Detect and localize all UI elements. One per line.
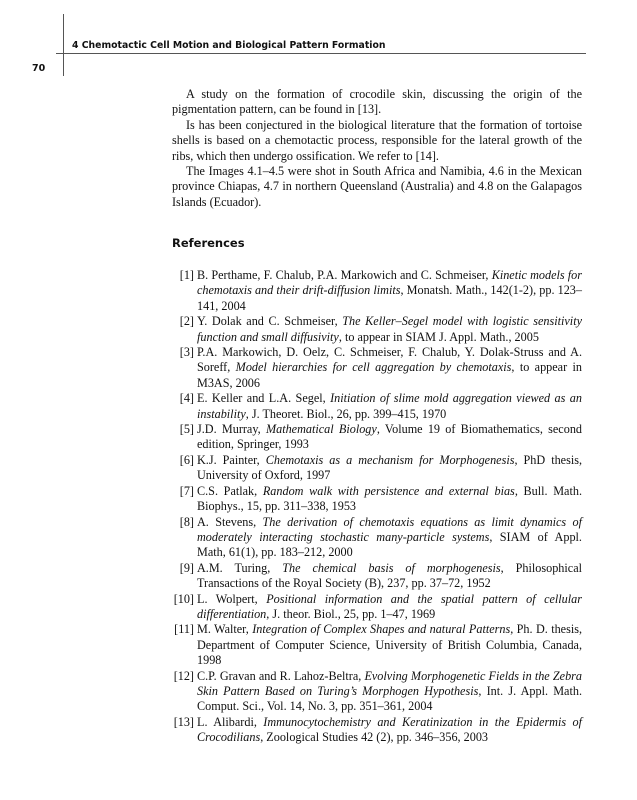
reference-title: Positional information and the spatial pattern of cellular differentiation	[197, 591, 582, 621]
reference-title: Evolving Morphogenetic Fields in the Zebra Skin Pattern Based on Turing’s Morphogen Hypothesis	[197, 668, 582, 698]
reference-item	[172, 268, 582, 314]
reference-item	[172, 314, 582, 345]
reference-title: The Keller–Segel model with logistic sensitivity function and small diffusivity	[197, 314, 582, 344]
reference-details: , to appear in SIAM J. Appl. Math., 2005	[338, 329, 539, 344]
reference-title: Kinetic models for chemotaxis and their drift-diffusion limits	[197, 268, 583, 298]
reference-details: , to appear in M3AS, 2006	[197, 360, 582, 390]
reference-number: [5]	[179, 422, 194, 437]
reference-authors: B. Perthame, F. Chalub, P.A. Markowich and C. Schmeiser,	[197, 268, 489, 282]
reference-item	[172, 391, 582, 422]
paragraph: The Images 4.1–4.5 were shot in South Africa and Namibia, 4.6 in the Mexican province Chiapas, 4.7 in northern Queensland (Australia) and 4.8 on the Galapagos Islands (Ecuador).	[172, 164, 582, 209]
reference-authors: A. Stevens,	[197, 514, 257, 529]
reference-number: [6]	[179, 452, 194, 467]
reference-list	[172, 268, 582, 746]
reference-details: , Philosophical Transactions of the Royal Society (B), 237, pp. 37–72, 1952	[197, 560, 582, 591]
reference-item	[172, 622, 582, 668]
reference-title: Mathematical Biology	[265, 422, 377, 437]
reference-number: [12]	[173, 668, 194, 683]
reference-authors: L. Wolpert,	[197, 591, 258, 606]
reference-number: [10]	[173, 591, 194, 606]
reference-number: [11]	[174, 622, 194, 637]
reference-authors: A.M. Turing,	[197, 560, 271, 575]
reference-number: [4]	[179, 391, 194, 406]
reference-number: [1]	[179, 268, 194, 282]
reference-details: , SIAM of Appl. Math, 61(1), pp. 183–212, 2000	[197, 529, 582, 560]
reference-details: , Bull. Math. Biophys., 15, pp. 311–338, 1953	[197, 483, 582, 514]
reference-title: Initiation of slime mold aggregation viewed as an instability	[197, 391, 582, 421]
reference-item	[172, 422, 582, 453]
reference-authors: Y. Dolak and C. Schmeiser,	[197, 314, 338, 329]
reference-authors: C.P. Gravan and R. Lahoz-Beltra,	[197, 668, 362, 683]
reference-item	[172, 515, 582, 561]
reference-details: , Ph. D. thesis, Department of Computer Science, University of British Columbia, Canada, 1998	[197, 622, 583, 668]
header-rule	[56, 53, 586, 54]
reference-number: [13]	[173, 714, 194, 729]
reference-title: The derivation of chemotaxis equations as limit dynamics of moderately interacting stochastic many-particle systems	[197, 514, 582, 544]
reference-item	[172, 715, 582, 746]
paragraph: Is has been conjectured in the biological literature that the formation of tortoise shells is based on a chemotactic process, responsible for the lateral growth of the ribs, which then undergo ossification. We refer to [14].	[172, 117, 582, 163]
reference-details: , Volume 19 of Biomathematics, second edition, Springer, 1993	[197, 422, 583, 452]
reference-details: , Int. J. Appl. Math. Comput. Sci., Vol. 14, No. 3, pp. 351–361, 2004	[197, 683, 582, 714]
reference-number: [8]	[179, 514, 194, 529]
reference-authors: L. Alibardi,	[197, 714, 257, 729]
reference-item	[172, 669, 582, 715]
reference-item	[172, 453, 582, 484]
running-head: 4 Chemotactic Cell Motion and Biological Pattern Formation	[72, 40, 386, 51]
reference-item	[172, 561, 582, 592]
reference-number: [2]	[179, 314, 194, 329]
reference-details: , J. theor. Biol., 25, pp. 1–47, 1969	[266, 606, 436, 621]
reference-title: Integration of Complex Shapes and natural Patterns	[252, 622, 511, 637]
reference-item	[172, 592, 582, 623]
reference-authors: C.S. Patlak,	[197, 483, 258, 498]
reference-title: Random walk with persistence and external bias	[262, 483, 515, 498]
reference-item	[172, 484, 582, 515]
reference-item	[172, 345, 582, 391]
reference-title: Chemotaxis as a mechanism for Morphogenesis	[265, 452, 515, 467]
reference-authors: J.D. Murray,	[197, 422, 261, 437]
reference-details: , J. Theoret. Biol., 26, pp. 399–415, 1970	[245, 406, 447, 421]
reference-number: [9]	[179, 560, 194, 575]
reference-authors: P.A. Markowich, D. Oelz, C. Schmeiser, F. Chalub, Y. Dolak-Struss and A. Soreff,	[197, 345, 582, 375]
reference-authors: K.J. Painter,	[197, 452, 260, 467]
reference-number: [7]	[179, 483, 194, 498]
body-text	[172, 87, 582, 210]
reference-details: , Zoological Studies 42 (2), pp. 346–356, 2003	[260, 730, 489, 745]
reference-title: The chemical basis of morphogenesis	[282, 560, 501, 575]
margin-rule-vertical	[63, 14, 64, 76]
references-heading: References	[172, 236, 245, 250]
reference-details: , PhD thesis, University of Oxford, 1997	[197, 452, 583, 483]
page-number: 70	[32, 63, 46, 74]
paragraph: A study on the formation of crocodile skin, discussing the origin of the pigmentation pattern, can be found in [13].	[172, 87, 582, 117]
reference-authors: M. Walter,	[197, 622, 249, 637]
reference-details: , Monatsh. Math., 142(1-2), pp. 123–141, 2004	[197, 283, 582, 313]
reference-authors: E. Keller and L.A. Segel,	[197, 391, 326, 406]
reference-title: Immunocytochemistry and Keratinization in the Epidermis of Crocodilians	[197, 714, 582, 745]
reference-number: [3]	[179, 345, 194, 360]
reference-title: Model hierarchies for cell aggregation by chemotaxis	[235, 360, 512, 375]
